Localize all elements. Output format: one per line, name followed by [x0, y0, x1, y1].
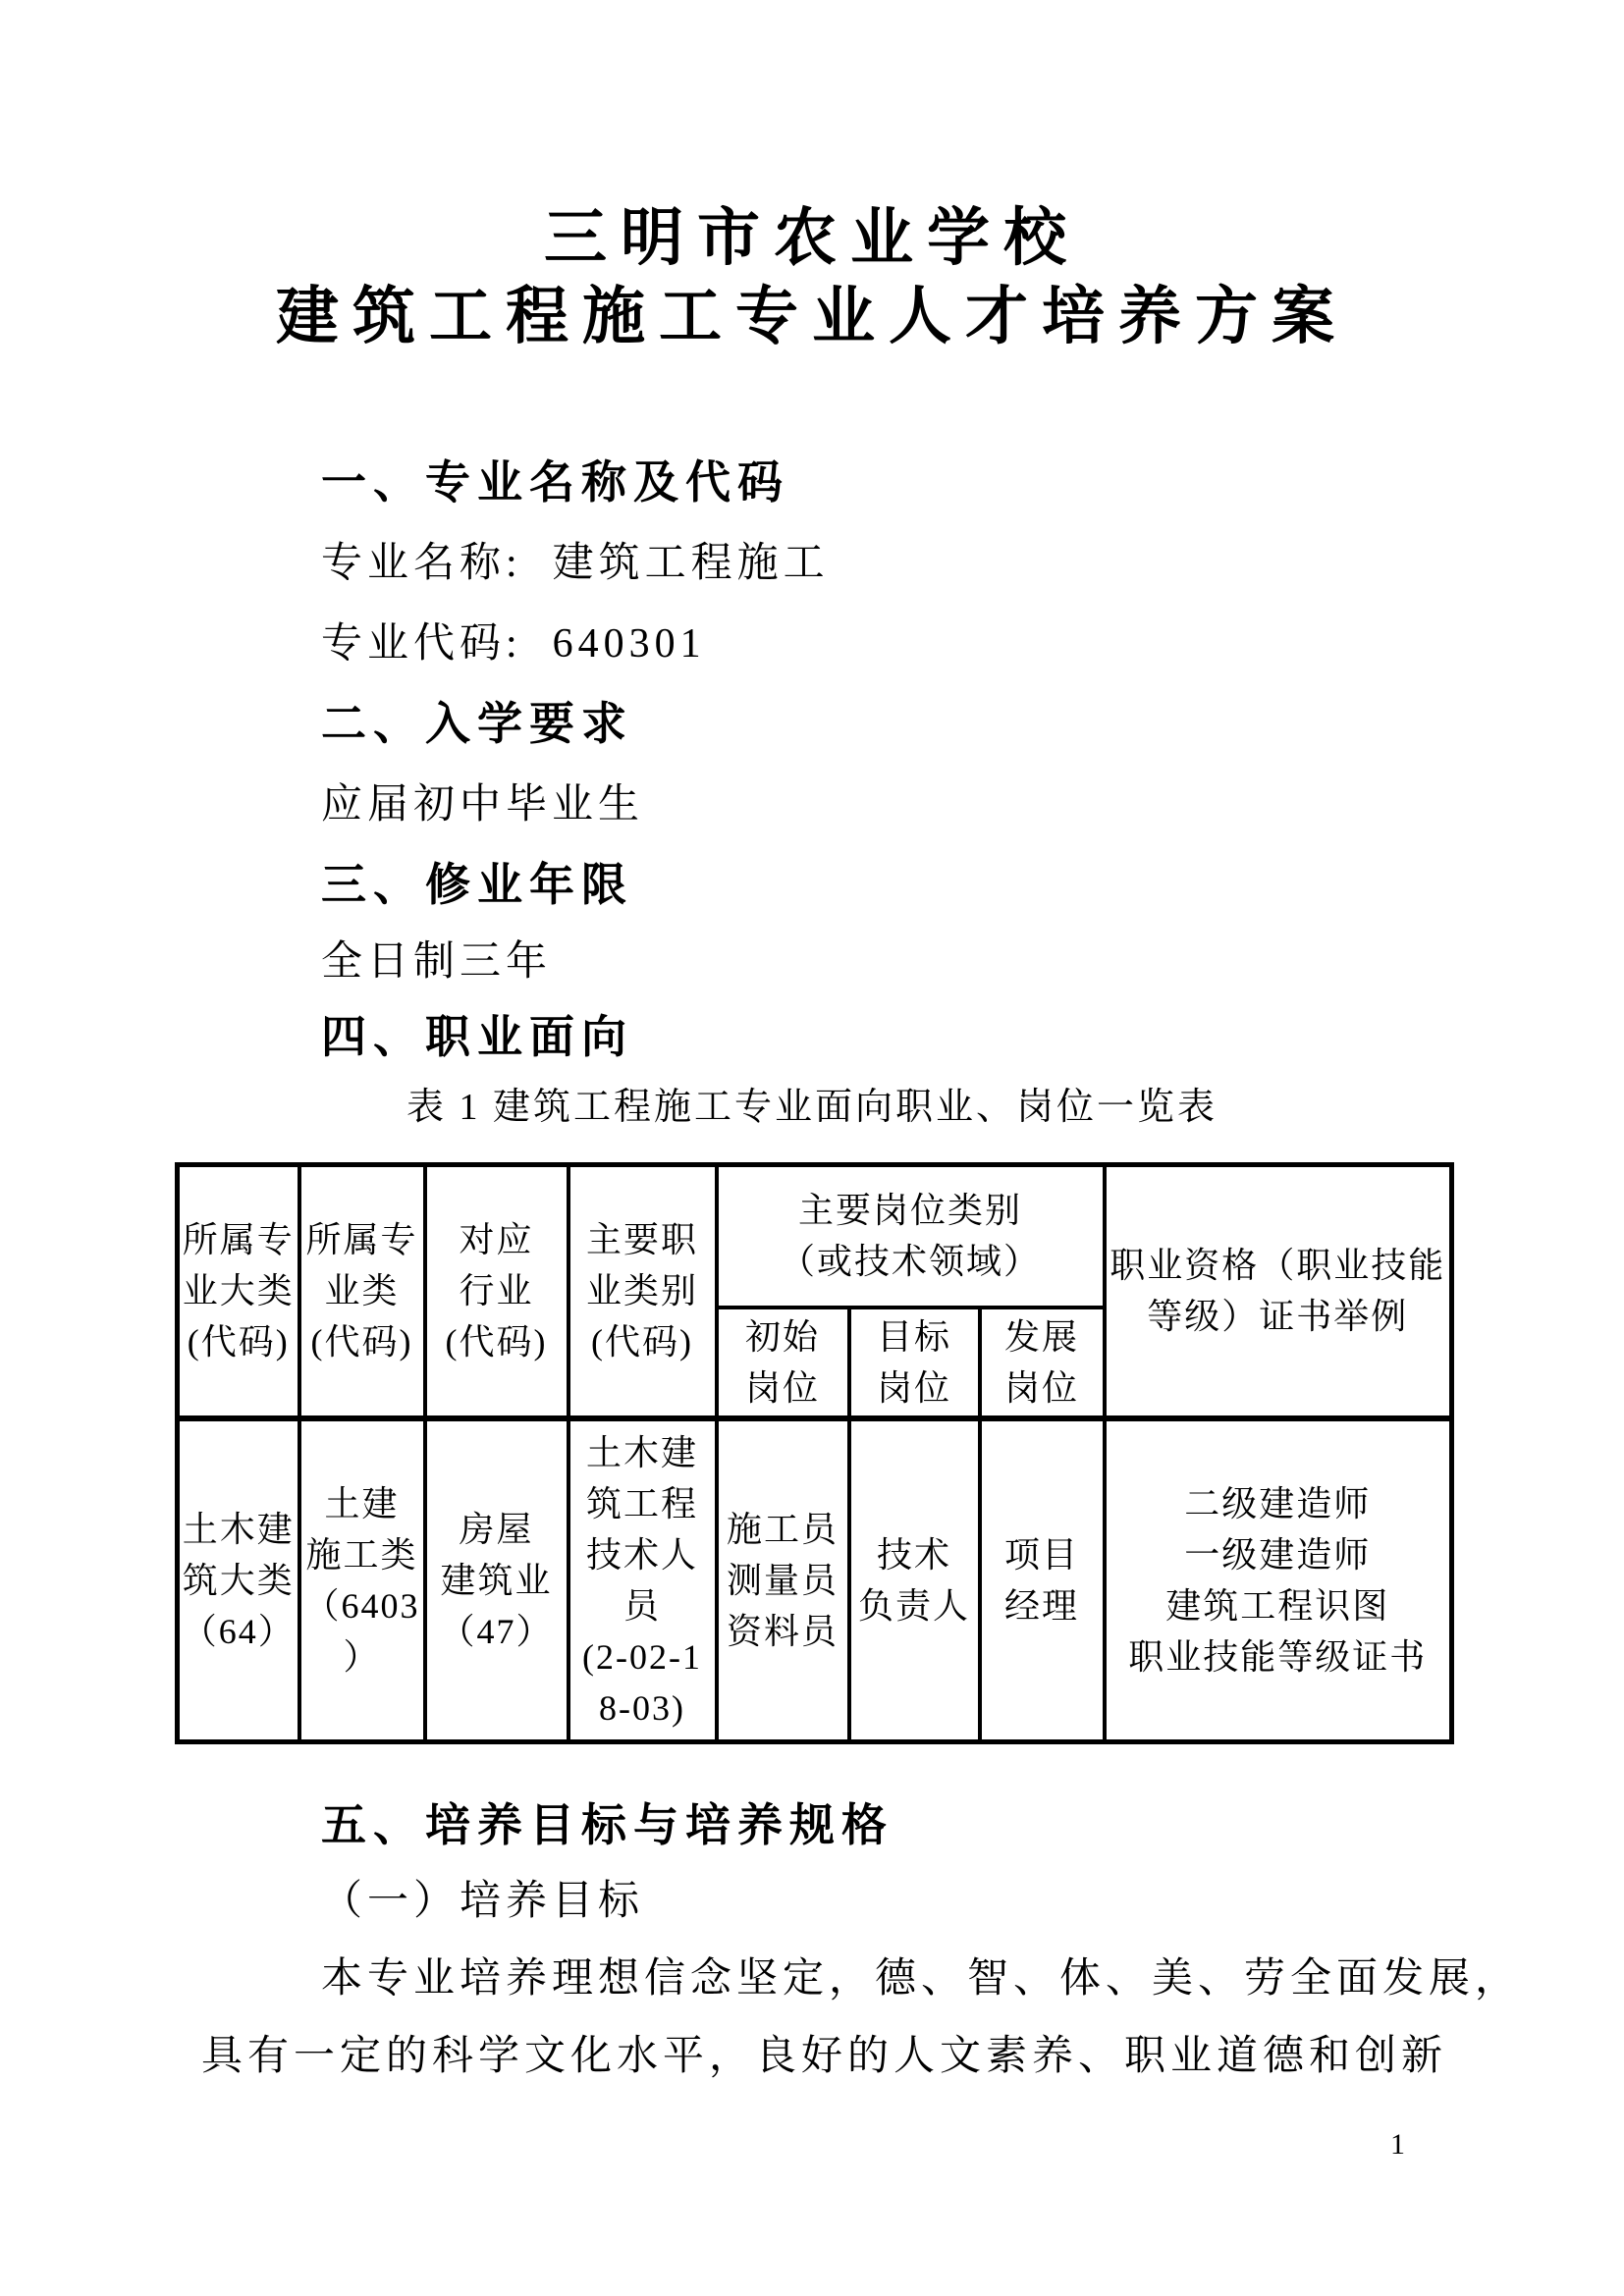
cell-major-class: 土建 施工类 （6403 ）: [299, 1418, 425, 1742]
section-2-heading: 二、入学要求: [321, 698, 633, 749]
header-cell-major-class: 所属专 业类 (代码): [299, 1165, 425, 1418]
duration-line: 全日制三年: [321, 939, 553, 985]
entry-requirement-line: 应届初中毕业生: [321, 782, 645, 828]
table-header-row-1: [178, 1165, 1452, 1308]
header-cell-industry: 对应 行业 (代码): [425, 1165, 568, 1418]
header-cell-post-category-group: 主要岗位类别 （或技术领域）: [717, 1165, 1105, 1308]
header-cell-initial-post: 初始 岗位: [717, 1308, 849, 1418]
cell-occupation-category: 土木建 筑工程 技术人 员 (2-02-1 8-03): [568, 1418, 717, 1742]
cell-certificates: 二级建造师 一级建造师 建筑工程识图 职业技能等级证书: [1105, 1418, 1452, 1742]
cell-development-post: 项目 经理: [980, 1418, 1105, 1742]
table-body-row: [178, 1418, 1452, 1742]
goal-paragraph-line2: 具有一定的科学文化水平，良好的人文素养、职业道德和创新: [201, 2034, 1448, 2079]
goal-subheading: （一）培养目标: [321, 1879, 645, 1924]
header-cell-major-category: 所属专 业大类 (代码): [178, 1165, 299, 1418]
cell-major-category: 土木建 筑大类 （64）: [178, 1418, 299, 1742]
document-title-line2: 建筑工程施工专业人才培养方案: [276, 282, 1348, 351]
document-title-line1: 三明市农业学校: [544, 203, 1080, 273]
goal-paragraph-line1: 本专业培养理想信念坚定，德、智、体、美、劳全面发展，: [321, 1956, 1522, 2002]
header-cell-certificates: 职业资格（职业技能 等级）证书举例: [1105, 1165, 1452, 1418]
header-cell-target-post: 目标 岗位: [849, 1308, 980, 1418]
section-5-heading: 五、培养目标与培养规格: [321, 1799, 893, 1850]
table-caption: 表 1 建筑工程施工专业面向职业、岗位一览表: [406, 1087, 1218, 1128]
jobs-posts-table: [175, 1162, 1454, 1744]
cell-target-post: 技术 负责人: [849, 1418, 980, 1742]
header-cell-development-post: 发展 岗位: [980, 1308, 1105, 1418]
section-3-heading: 三、修业年限: [321, 859, 633, 910]
major-name-line: 专业名称: 建筑工程施工: [321, 541, 830, 586]
section-1-heading: 一、专业名称及代码: [321, 456, 789, 507]
major-code-line: 专业代码: 640301: [321, 621, 706, 667]
page-number: 1: [1390, 2128, 1405, 2161]
section-4-heading: 四、职业面向: [321, 1011, 633, 1062]
header-cell-occupation-category: 主要职 业类别 (代码): [568, 1165, 717, 1418]
cell-industry: 房屋 建筑业 （47）: [425, 1418, 568, 1742]
cell-initial-post: 施工员 测量员 资料员: [717, 1418, 849, 1742]
